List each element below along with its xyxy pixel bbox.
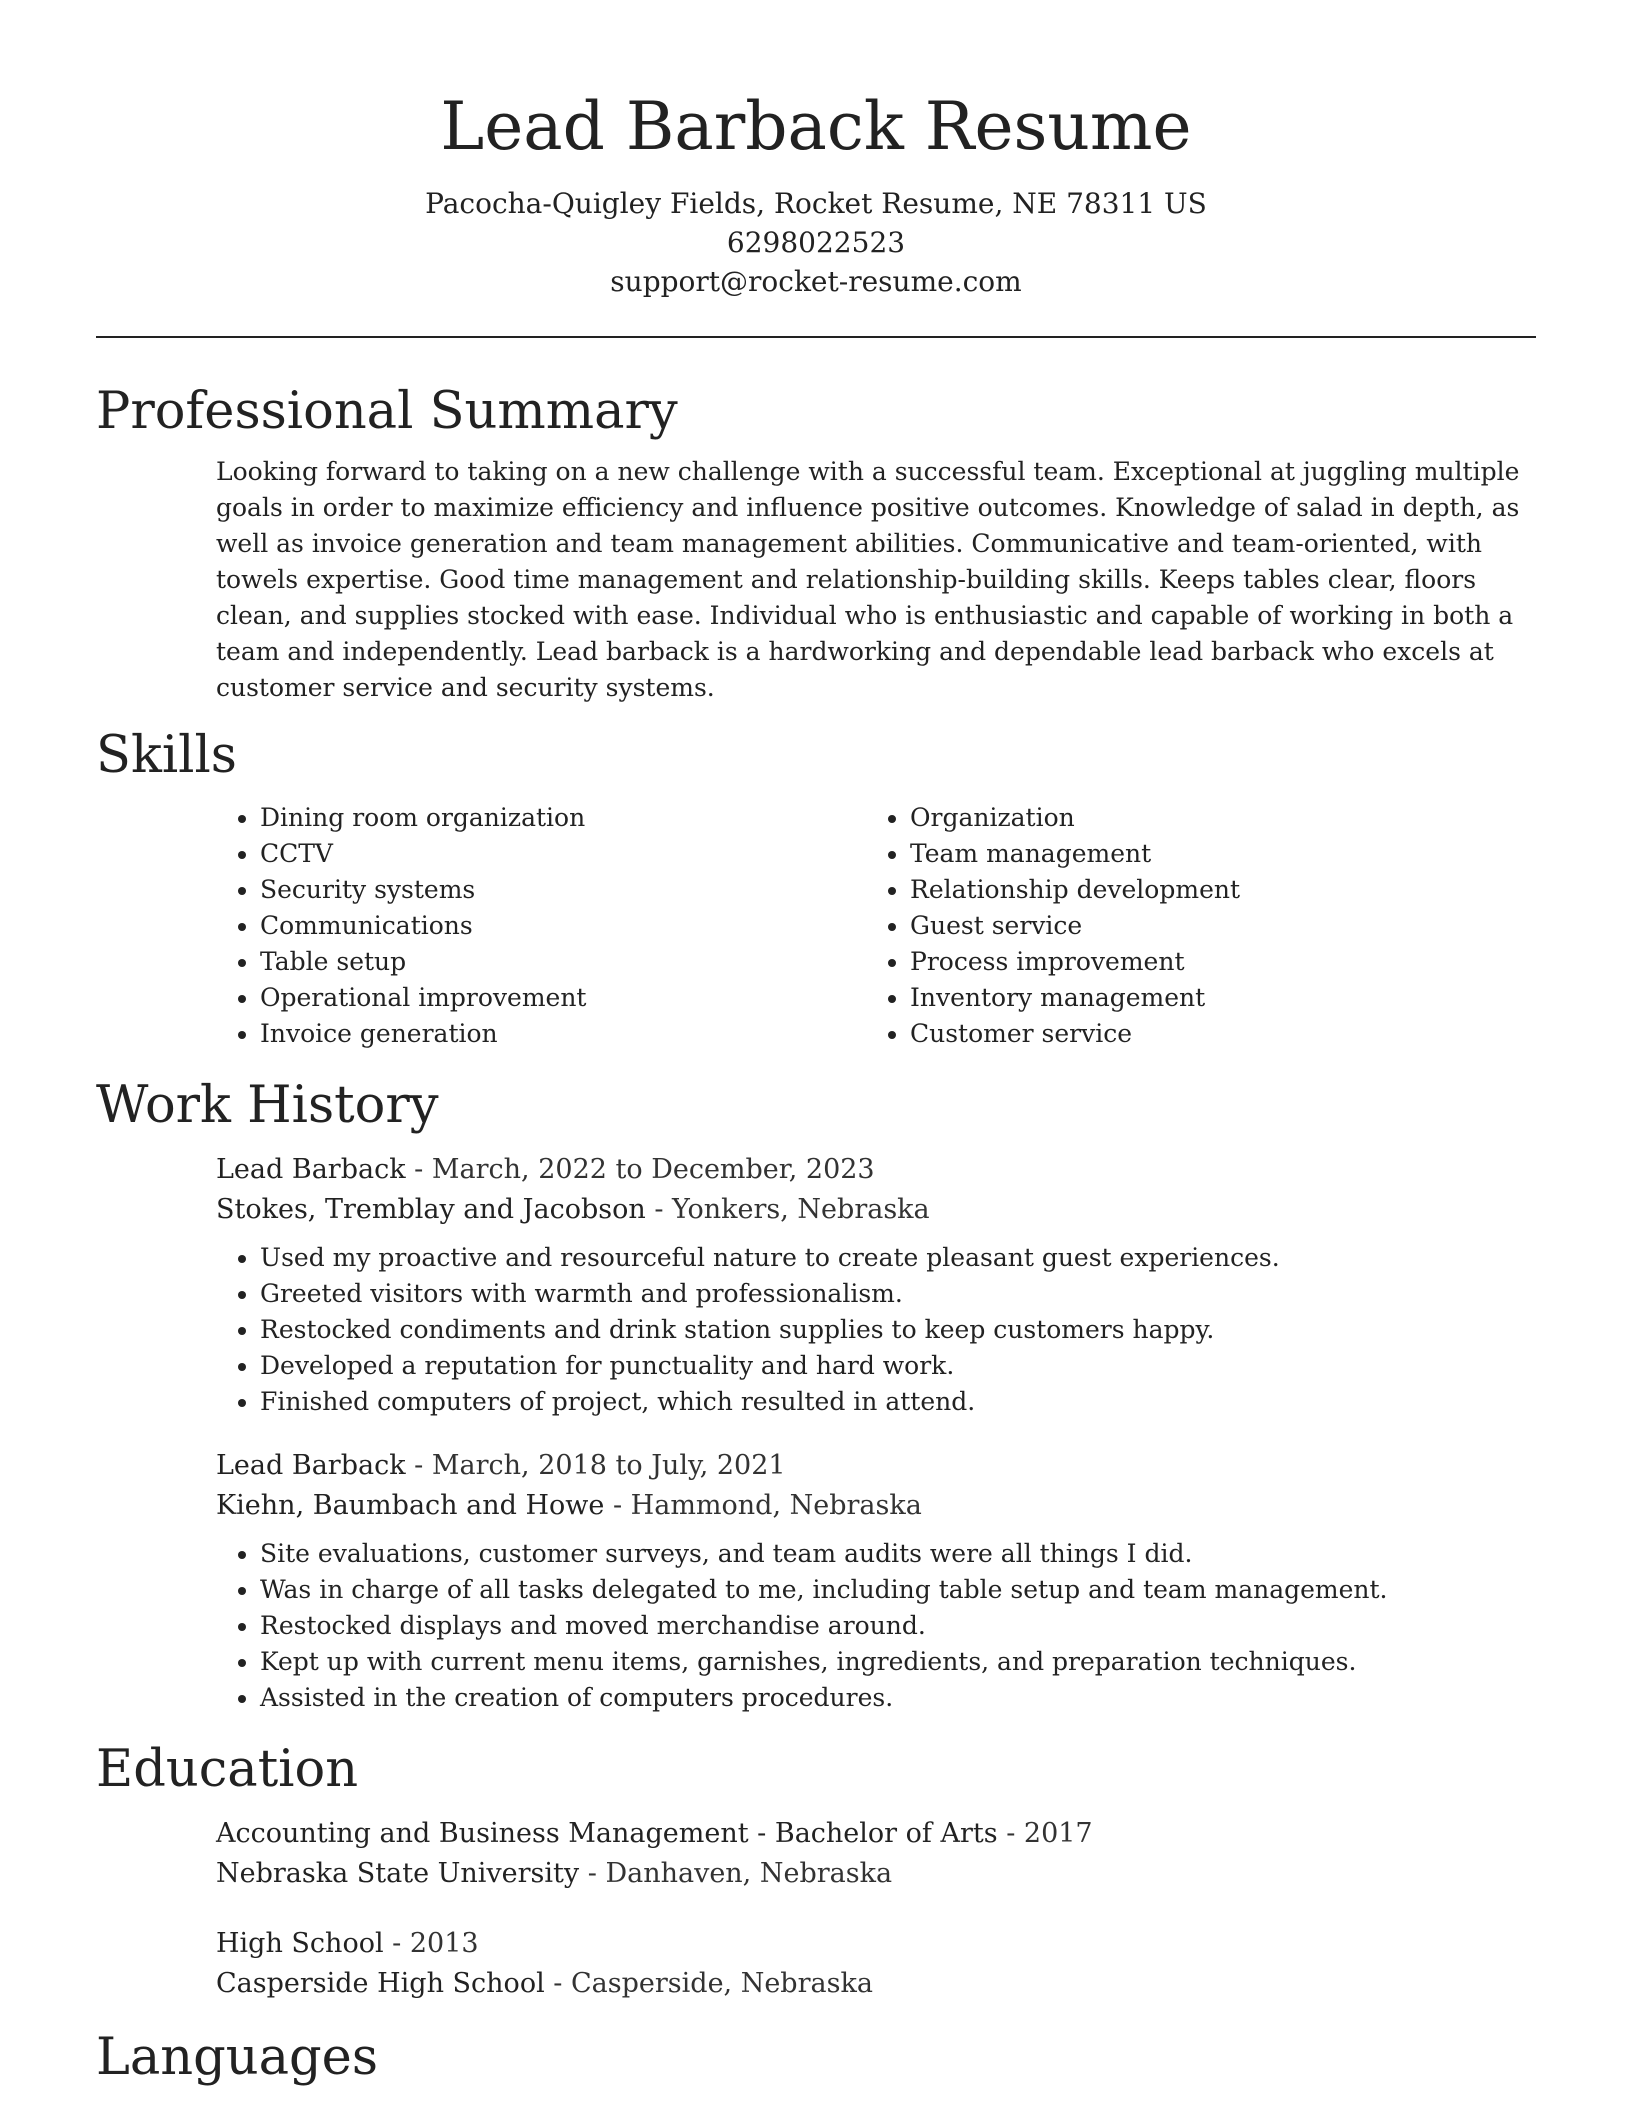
skill-item: • Process improvement (910, 944, 1240, 980)
education-location: - Casperside, Nebraska (544, 1968, 873, 1999)
summary-heading: Professional Summary (96, 382, 678, 441)
skill-item: • Invoice generation (260, 1016, 866, 1052)
job-bullet: • Was in charge of all tasks delegated to me, including table setup and team management. (260, 1572, 1536, 1608)
education-school: Nebraska State University (216, 1858, 580, 1889)
education-degree-line (216, 1924, 1536, 1964)
education-school: Casperside High School (216, 1968, 545, 1999)
job-bullet: • Greeted visitors with warmth and professionalism. (260, 1276, 1536, 1312)
education-heading: Education (96, 1740, 359, 1799)
skill-item: • CCTV (260, 836, 866, 872)
job-company-line (216, 1190, 1536, 1230)
skill-item: • Organization (910, 800, 1240, 836)
phone: 6298022523 (726, 226, 906, 259)
education-year: - 2017 (997, 1818, 1093, 1849)
job-location: - Hammond, Nebraska (604, 1490, 922, 1521)
education-entry (216, 1814, 1536, 1894)
skills-column-1 (216, 800, 866, 1052)
education-year: - 2013 (383, 1928, 479, 1959)
job-bullets (216, 1536, 1536, 1716)
job-title-line (216, 1446, 1536, 1486)
job-bullet: • Assisted in the creation of computers procedures. (260, 1680, 1536, 1716)
work-history-heading: Work History (96, 1076, 439, 1135)
job-dates: - March, 2022 to December, 2023 (405, 1154, 875, 1185)
job-company: Kiehn, Baumbach and Howe (216, 1490, 605, 1521)
education-location: - Danhaven, Nebraska (579, 1858, 893, 1889)
job-location: - Yonkers, Nebraska (645, 1194, 930, 1225)
job-company: Stokes, Tremblay and Jacobson (216, 1194, 646, 1225)
summary-text: Looking forward to taking on a new challenge with a successful team. Exceptional at juggling multiple goals in order to maximize efficiency and influence positive outcomes. Knowledge of salad in depth, as well as invoice generation and team management abilities. Communicative and team-oriented, with towels expertise. Good time management and relationship-building skills. Keeps tables clear, floors clean, and supplies stocked with ease. Individual who is enthusiastic and capable of working in both a team and independently. Lead barback is a hardworking and dependable lead barback who excels at customer service and security systems. (216, 457, 1520, 702)
skill-item: • Customer service (910, 1016, 1240, 1052)
skills-list (216, 800, 1536, 1052)
skill-item: • Team management (910, 836, 1240, 872)
education-degree: High School (216, 1928, 384, 1959)
email: support@rocket-resume.com (610, 265, 1022, 298)
job-company-line (216, 1486, 1536, 1526)
skill-item: • Table setup (260, 944, 866, 980)
languages-heading: Languages (96, 2028, 379, 2087)
skill-item: • Inventory management (910, 980, 1240, 1016)
skill-item: • Operational improvement (260, 980, 866, 1016)
education-school-line (216, 1964, 1536, 2004)
skills-heading: Skills (96, 726, 237, 785)
resume-title: Lead Barback Resume (440, 88, 1192, 165)
resume-header (96, 0, 1536, 301)
job-entry (216, 1446, 1536, 1716)
job-entry (216, 1150, 1536, 1420)
job-dates: - March, 2018 to July, 2021 (405, 1450, 786, 1481)
job-bullets (216, 1240, 1536, 1420)
job-title: Lead Barback (216, 1450, 406, 1481)
job-bullet: • Developed a reputation for punctuality and hard work. (260, 1348, 1536, 1384)
job-title: Lead Barback (216, 1154, 406, 1185)
job-bullet: • Restocked displays and moved merchandise around. (260, 1608, 1536, 1644)
education-school-line (216, 1854, 1536, 1894)
skills-column-2 (866, 800, 1240, 1052)
job-bullet: • Used my proactive and resourceful nature to create pleasant guest experiences. (260, 1240, 1536, 1276)
job-bullet: • Finished computers of project, which resulted in attend. (260, 1384, 1536, 1420)
job-bullet: • Kept up with current menu items, garnishes, ingredients, and preparation techniques. (260, 1644, 1536, 1680)
job-bullet: • Site evaluations, customer surveys, and team audits were all things I did. (260, 1536, 1536, 1572)
header-divider (96, 336, 1536, 338)
education-entry (216, 1924, 1536, 2004)
skill-item: • Guest service (910, 908, 1240, 944)
education-degree-line (216, 1814, 1536, 1854)
skill-item: • Relationship development (910, 872, 1240, 908)
skill-item: • Communications (260, 908, 866, 944)
skill-item: • Dining room organization (260, 800, 866, 836)
resume-page (96, 0, 1536, 2090)
education-degree: Accounting and Business Management - Bachelor of Arts (216, 1818, 998, 1849)
job-bullet: • Restocked condiments and drink station supplies to keep customers happy. (260, 1312, 1536, 1348)
job-title-line (216, 1150, 1536, 1190)
skill-item: • Security systems (260, 872, 866, 908)
address: Pacocha-Quigley Fields, Rocket Resume, NE 78311 US (425, 187, 1207, 220)
